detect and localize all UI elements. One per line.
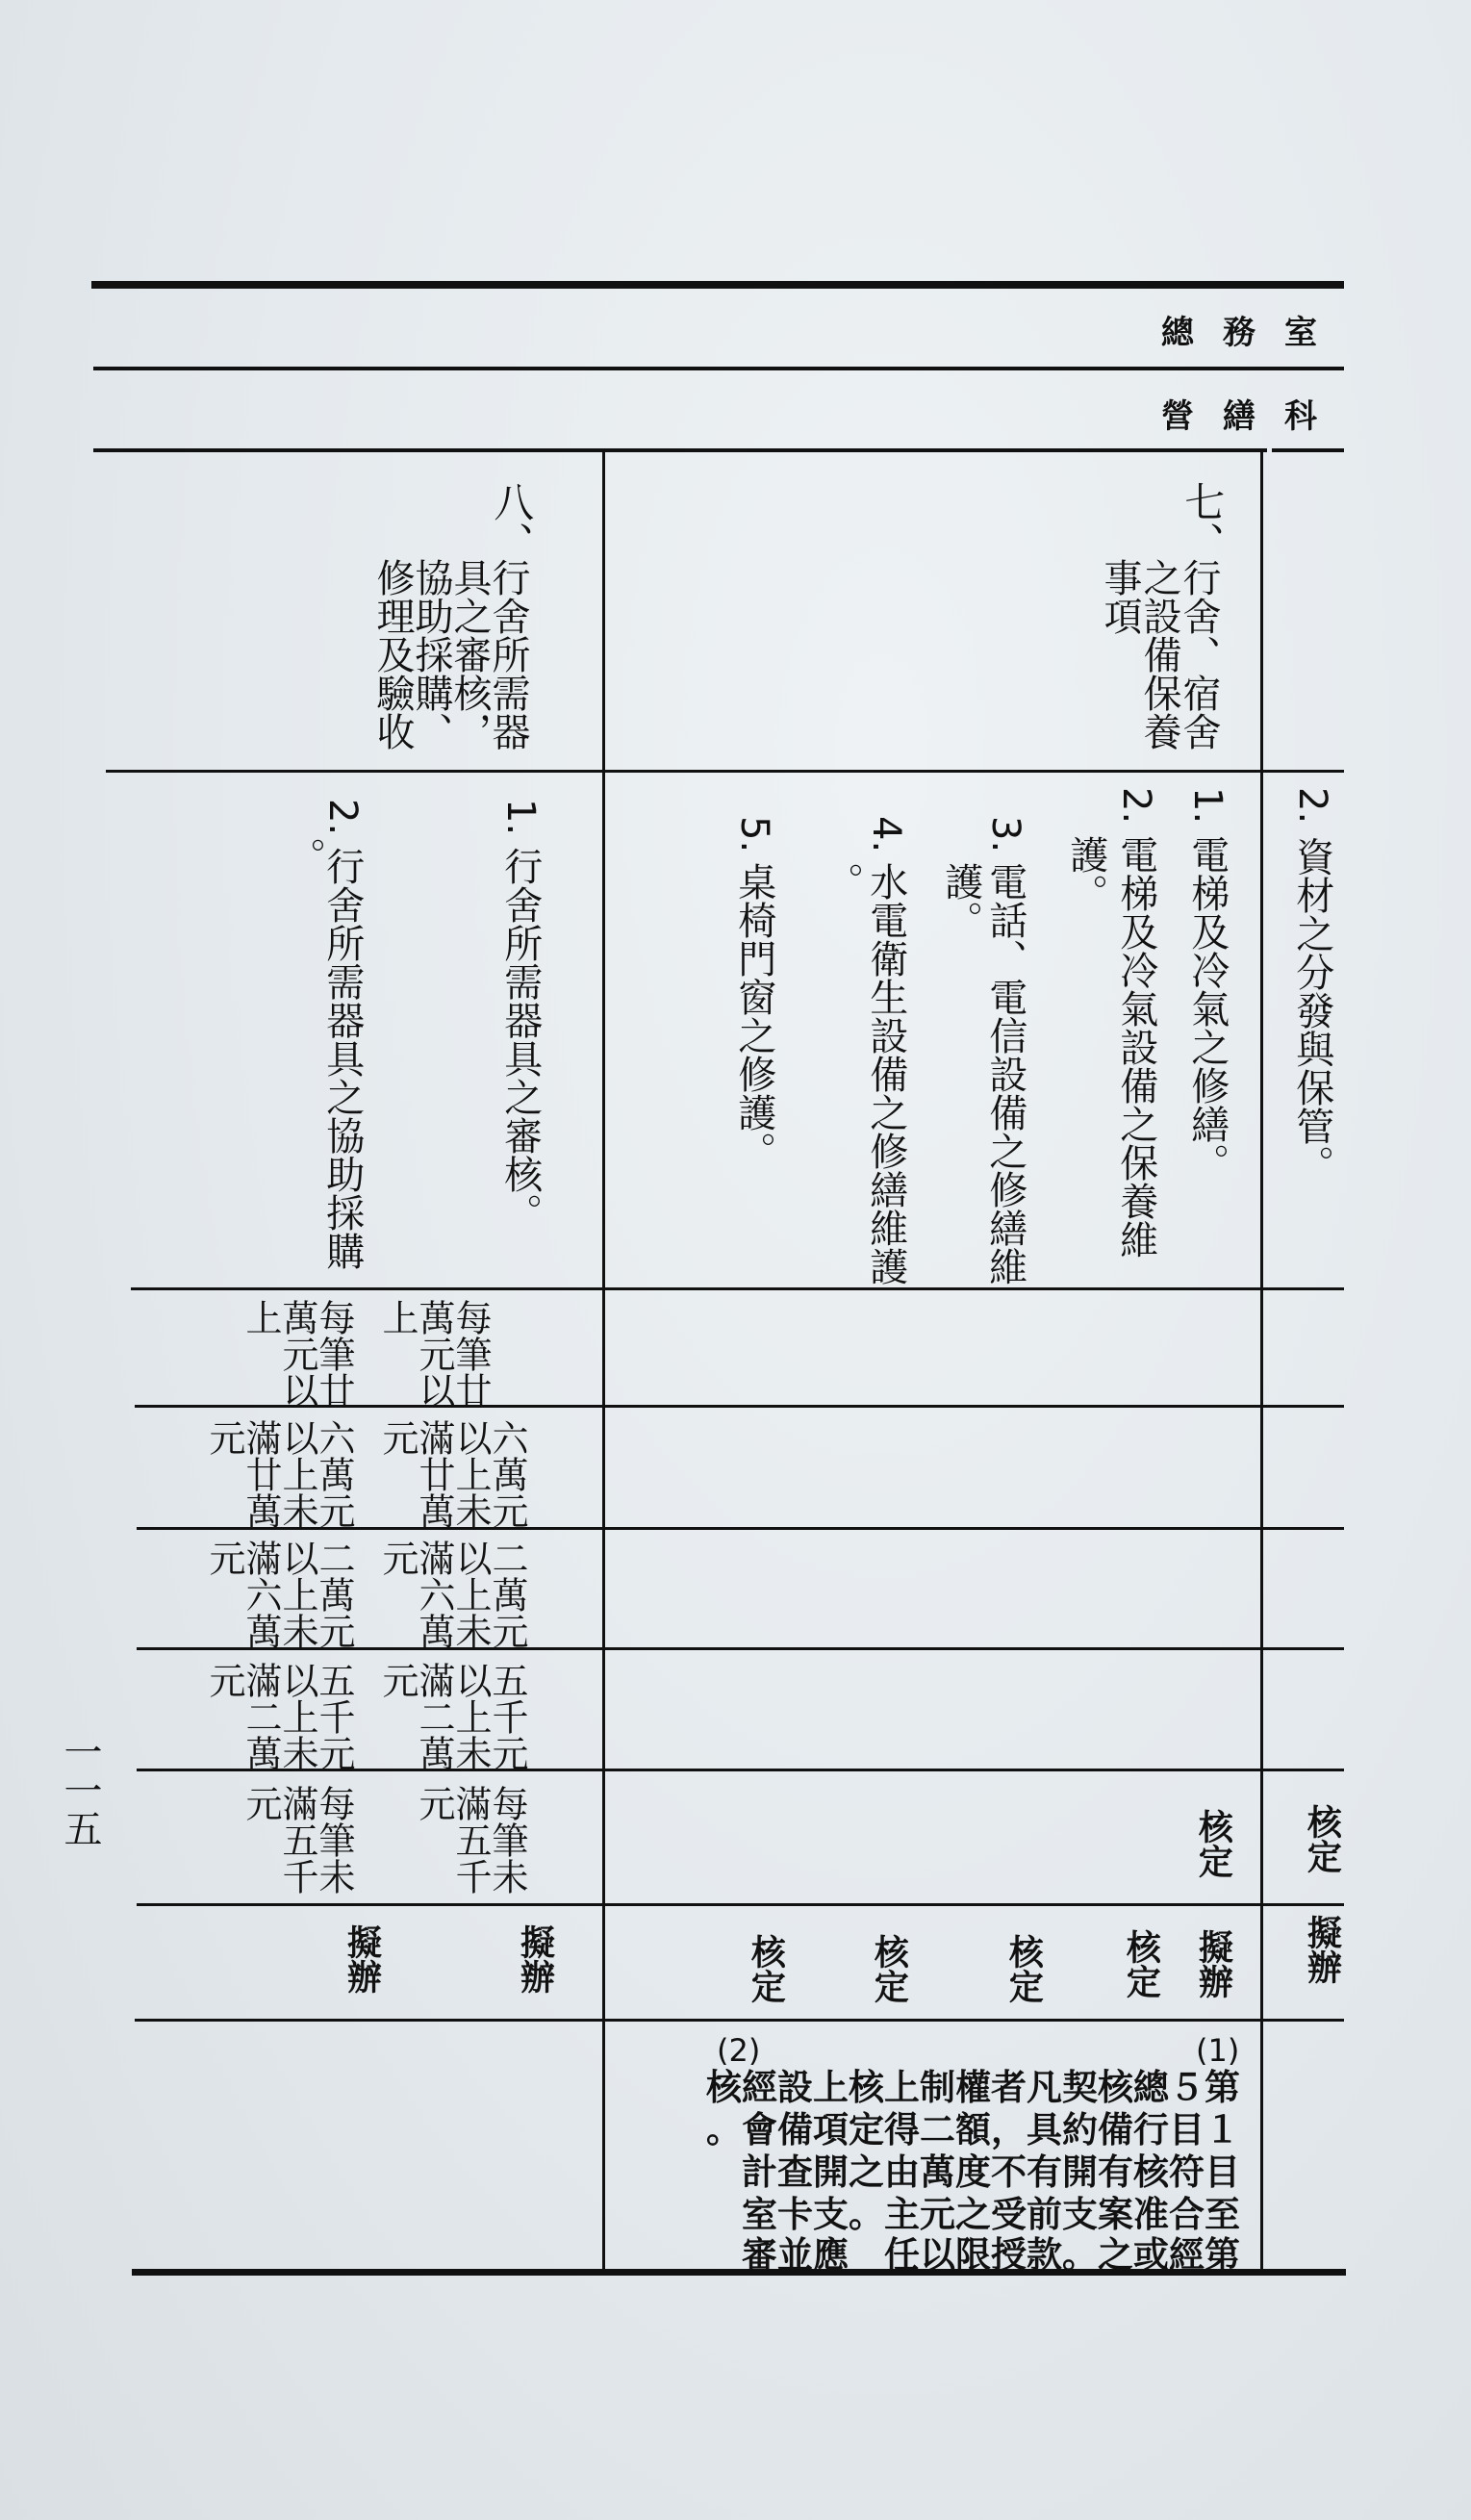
t-8-1-r1b: 萬元以 <box>413 1299 455 1409</box>
t-8-2-r4c: 滿二萬 <box>240 1662 282 1771</box>
item-7-4-number: 4. <box>863 816 908 853</box>
t-8-1-r4b: 以上未 <box>449 1662 492 1771</box>
prev-item-number: 2. <box>1289 787 1334 825</box>
item-7-3-signature: 核定 <box>1003 1934 1044 2003</box>
item-7-5-signature: 核定 <box>746 1934 786 2003</box>
t-8-1-r3d: 元 <box>376 1540 418 1576</box>
t-8-1-r3a: 二萬元 <box>486 1540 528 1649</box>
item-7-5-number: 5. <box>731 816 776 853</box>
item-7-1-number: 1. <box>1184 787 1230 825</box>
row-rule-items <box>106 770 1344 773</box>
category-8-line-2: 具之審核， <box>447 558 492 751</box>
row-rule-items-end <box>131 1287 1344 1290</box>
t-8-2-r4d: 元 <box>203 1662 245 1698</box>
t-8-1-r4c: 滿二萬 <box>413 1662 455 1771</box>
office-title: 室務總 <box>1161 314 1346 352</box>
col-rule-prev-7 <box>1260 452 1263 2271</box>
t-8-2-r4a: 五千元 <box>313 1662 355 1771</box>
item-7-1-approve: 核定 <box>1193 1809 1233 1878</box>
t-8-2-r1c: 上 <box>240 1299 282 1336</box>
t-8-2-r2d: 元 <box>203 1419 245 1456</box>
notes-row-3: 計查開之由萬度不有開有核符目 <box>742 2151 1240 2193</box>
item-7-4-text-a: 水電衛生設備之修繕維護 <box>863 862 908 1285</box>
row-rule-sig <box>135 2019 1344 2022</box>
category-7-number: 七、 <box>1179 481 1227 562</box>
notes-row-5: 審並應 任以限授款。之或經第 <box>742 2234 1240 2276</box>
item-7-2-text-b: 護。 <box>1063 835 1108 912</box>
t-8-2-r3d: 元 <box>203 1540 245 1576</box>
top-thick-rule <box>91 281 1344 289</box>
t-8-2-r5b: 滿五千 <box>276 1785 318 1895</box>
item-7-1-signature: 擬辦 <box>1193 1929 1233 1998</box>
item-8-1-number: 1. <box>497 799 543 836</box>
item-7-2-text-a: 電梯及冷氣設備之保養維 <box>1113 835 1158 1259</box>
category-7-line-3: 事項 <box>1098 558 1142 635</box>
item-8-1-signature: 擬辦 <box>515 1924 555 1994</box>
prev-signature: 擬辦 <box>1302 1915 1342 1984</box>
t-8-1-r5b: 滿五千 <box>449 1785 492 1895</box>
category-7-line-1: 行舍、宿舍 <box>1177 558 1221 751</box>
item-7-3-text-b: 護。 <box>938 862 983 939</box>
page-number: 一一五 <box>58 1732 102 1847</box>
t-8-1-r2b: 以上未 <box>449 1419 492 1529</box>
item-8-1-text: 行舍所需器具之審核。 <box>497 847 543 1232</box>
header-rule-2 <box>93 448 1267 452</box>
t-8-2-r3a: 二萬元 <box>313 1540 355 1649</box>
t-8-2-r1a: 每筆廿 <box>313 1299 355 1409</box>
notes-row-4: 室卡支。主元之受前支案准合至 <box>742 2194 1240 2235</box>
t-8-1-r2c: 滿廿萬 <box>413 1419 455 1529</box>
item-8-2-signature: 擬辦 <box>342 1924 382 1994</box>
prev-item-text: 資材之分發與保管。 <box>1289 837 1334 1184</box>
notes-row-1: 核經設上核上制權者凡契核總５第 <box>706 2067 1240 2108</box>
t-8-1-r1c: 上 <box>376 1299 418 1336</box>
header-rule-2b <box>1272 448 1344 452</box>
item-7-4-text-b: 。 <box>819 862 864 901</box>
section-title: 科繕營 <box>1161 397 1346 436</box>
item-7-2-number: 2. <box>1113 787 1158 825</box>
note-marker-1: (1) <box>1196 2032 1240 2069</box>
notes-row-2: 。會備項定得二額，具約備行目１ <box>706 2109 1240 2151</box>
t-8-1-r5c: 元 <box>413 1785 455 1821</box>
t-8-2-r2b: 以上未 <box>276 1419 318 1529</box>
t-8-1-r5a: 每筆未 <box>486 1785 528 1895</box>
t-8-2-r4b: 以上未 <box>276 1662 318 1771</box>
item-7-5-text: 桌椅門窗之修護。 <box>731 862 776 1170</box>
category-8-line-4: 修理及驗收 <box>370 558 415 751</box>
item-8-2-number: 2. <box>319 799 365 836</box>
item-8-2-text-end: 。 <box>281 837 326 876</box>
t-8-2-r3c: 滿六萬 <box>240 1540 282 1649</box>
category-7-line-2: 之設備保養 <box>1137 558 1181 751</box>
t-8-1-r3c: 滿六萬 <box>413 1540 455 1649</box>
note-marker-2: (2) <box>717 2032 761 2069</box>
category-8-line-3: 協助採購、 <box>409 558 453 751</box>
t-8-1-r1: 每筆廿 <box>449 1299 492 1409</box>
col-rule-7-8 <box>602 452 605 2271</box>
t-8-2-r3b: 以上未 <box>276 1540 318 1649</box>
prev-approve-label: 核定 <box>1302 1804 1342 1873</box>
t-8-1-r4a: 五千元 <box>486 1662 528 1771</box>
item-7-3-number: 3. <box>982 816 1027 853</box>
t-8-2-r5a: 每筆未 <box>313 1785 355 1895</box>
t-8-2-r1b: 萬元以 <box>276 1299 318 1409</box>
item-8-2-text: 行舍所需器具之協助採購 <box>319 847 365 1270</box>
item-7-3-text-a: 電話、電信設備之修繕維 <box>982 862 1027 1285</box>
t-8-2-r5c: 元 <box>240 1785 282 1821</box>
category-8-line-1: 行舍所需器 <box>486 558 530 751</box>
category-8-number: 八、 <box>488 481 536 562</box>
row-rule-t5 <box>137 1903 1344 1906</box>
header-rule-1 <box>93 367 1344 370</box>
t-8-1-r2a: 六萬元 <box>486 1419 528 1529</box>
item-7-2-signature: 核定 <box>1121 1929 1161 1998</box>
item-7-1-text: 電梯及冷氣之修繕。 <box>1184 835 1230 1182</box>
t-8-1-r3b: 以上未 <box>449 1540 492 1649</box>
t-8-2-r2a: 六萬元 <box>313 1419 355 1529</box>
t-8-1-r2d: 元 <box>376 1419 418 1456</box>
t-8-1-r4d: 元 <box>376 1662 418 1698</box>
item-7-4-signature: 核定 <box>869 1934 909 2003</box>
t-8-2-r2c: 滿廿萬 <box>240 1419 282 1529</box>
